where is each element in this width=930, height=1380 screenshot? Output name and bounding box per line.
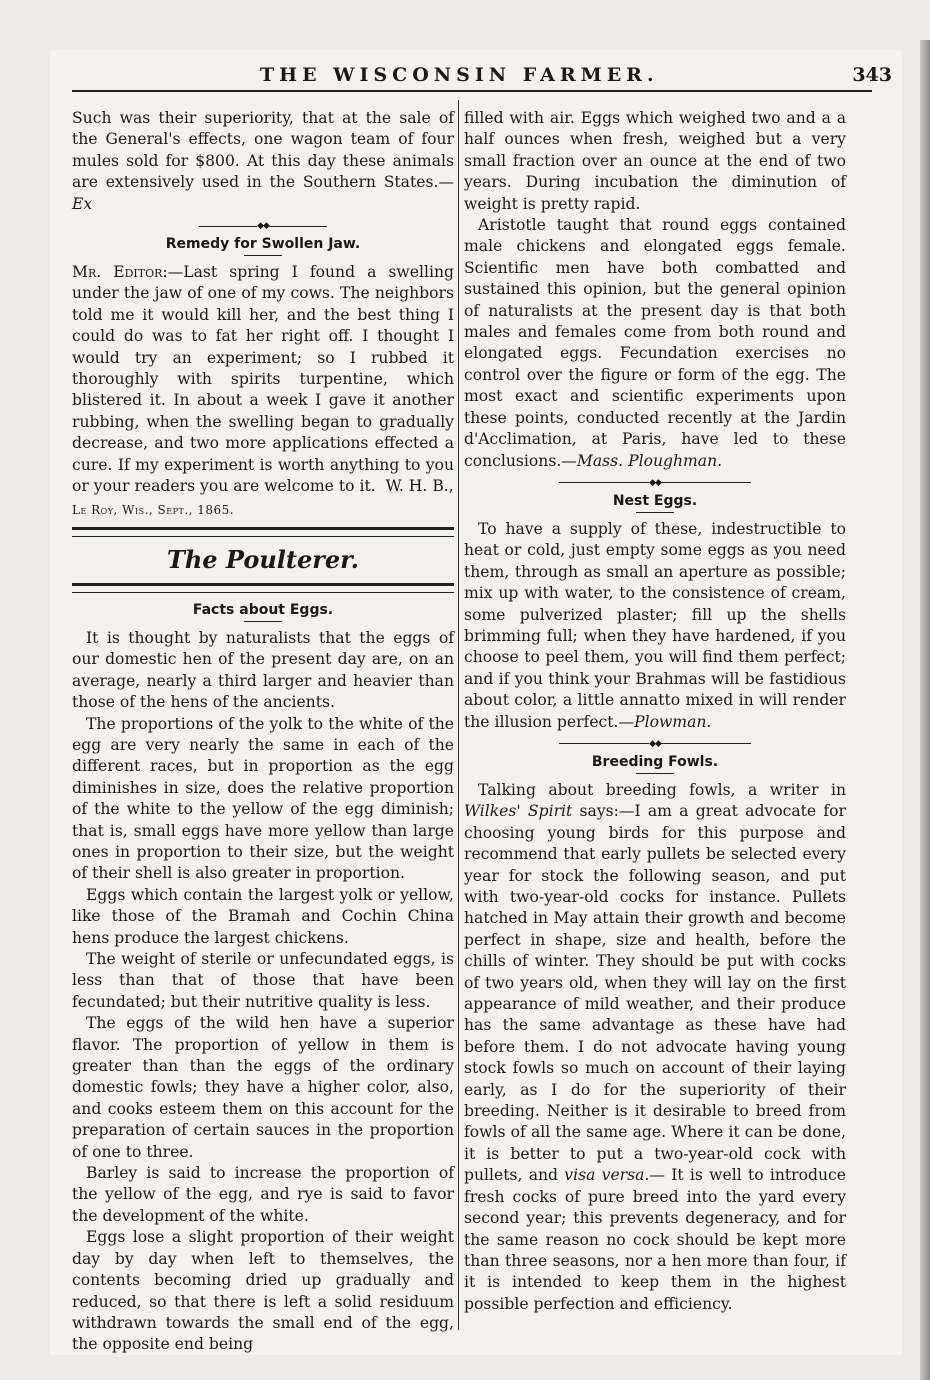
left-column (72, 108, 454, 1356)
breeding-body-1: says:—I am a great advocate for choosing young birds for this purpose and recommend that early pullets be selected every year for stock the following season, and put with two-year-old cocks for instance. Pullets hatched in May attain their growth and become perfect in shape, size and health, before the chills of winter. They should be put with cocks of two years old, when they will lay on the first appearance of mild weather, and their produce has the same advantage as these have had before them. I do not advocate having young stock fowls so much on account of their laying early, as I do for the superiority of their breeding. Neither is it desirable to breed from fowls of all the same age. Where it can be done, it is better to put a two-year-old cock with pullets, and (464, 802, 847, 1185)
column-divider (458, 100, 459, 1330)
remedy-body: :—Last spring I found a swelling under the jaw of one of my cows. The neighbors told me it would kill her, and the best thing I could do was to fat her right off. I thought I would try an experiment; so I rubbed it thoroughly with spirits turpentine, which blistered it. In about a week I gave it another rubbing, when the swelling began to gradually decrease, and two more applications effected a cure. If my experiment is worth anything to you or your readers you are welcome to it. (72, 263, 454, 496)
facts-paragraph-1: It is thought by naturalists that the eggs of our domestic hen of the present day are, on an average, nearly a third larger and heavier than those of the hens of the ancients. (72, 628, 454, 712)
breeding-heading: Breeding Fowls. (591, 753, 719, 770)
header-rule (72, 90, 872, 92)
facts-paragraph-2: The proportions of the yolk to the white of the egg are very nearly the same in each of the different races, but in proportion as the egg diminishes in size, does the relative proportion of the white to the yellow of the egg diminish; that is, small eggs have more yellow than large ones in proportion to their size, but the weight of their shell is also greater in proportion. (72, 714, 454, 883)
facts-paragraph-4: The weight of sterile or unfecundated eggs, is less than that of those that have been fecundated; but their nutritive quality is less. (72, 950, 454, 1011)
section-rule-top (72, 527, 454, 537)
aristotle-source: Mass. Ploughman. (576, 451, 723, 470)
department-title: The Poulterer. (167, 544, 359, 574)
salutation: Mr. Editor (72, 263, 163, 282)
aristotle-paragraph (464, 215, 846, 472)
breeding-latin: visa versa. (564, 1166, 650, 1185)
short-rule (244, 255, 282, 256)
facts-paragraph-7: Eggs lose a slight proportion of their weight day by day when left to themselves, the contents becoming dried up gradually and reduced, so that there is left a solid residuum withdrawn towards the small end of the egg, the opposite end being (72, 1228, 454, 1354)
facts-paragraph-3: Eggs which contain the largest yolk or yellow, like those of the Bramah and Cochin China hens produce the largest chickens. (72, 885, 454, 947)
breeding-paragraph (464, 780, 846, 1315)
breeding-lead: Talking about breeding fowls, a writer in (478, 780, 846, 799)
short-rule (636, 512, 674, 513)
ornament-divider: ◆◆ (464, 739, 846, 749)
ornament-divider: ◆◆ (72, 221, 454, 231)
intro-paragraph (72, 108, 454, 215)
intro-text: Such was their superiority, that at the sale of the General's effects, one wagon team of four mules sold for $800. At this day these animals are extensively used in the Southern States.— (72, 109, 454, 192)
nest-paragraph (464, 519, 846, 733)
facts-paragraph-5: The eggs of the wild hen have a superior flavor. The proportion of yellow in them is greater than than the eggs of the ordinary domestic fowls; they have a higher color, also, and cooks esteem them on this account for the preparation of certain sauces in the proportion of one to three. (72, 1014, 454, 1161)
facts-paragraph-6: Barley is said to increase the proportion of the yellow of the egg, and rye is said to favor the development of the white. (72, 1164, 454, 1225)
section-rule-bottom (72, 583, 454, 593)
short-rule (244, 621, 282, 622)
remedy-signature: W. H. B., (385, 477, 454, 496)
remedy-place: Le Roy, Wis., Sept., 1865. (72, 502, 235, 517)
nest-heading: Nest Eggs. (612, 492, 698, 509)
ornament-divider: ◆◆ (464, 478, 846, 488)
breeding-body-2: — It is well to introduce fresh cocks of pure breed into the yard every second year; this prevents degeneracy, and for the same reason no cock should be kept more than three seasons, nor a hen more than four, if it is intended to keep them in the highest possible perfection and efficiency. (464, 1166, 846, 1313)
remedy-paragraph (72, 262, 454, 497)
running-title: THE WISCONSIN FARMER. (260, 64, 659, 86)
page-header (50, 60, 902, 90)
nest-source: Plowman. (634, 712, 712, 731)
facts-continued: filled with air. Eggs which weighed two and a a half ounces when fresh, weighed but a very small fraction over an ounce at the end of two years. During incubation the diminution of weight is pretty rapid. (464, 109, 846, 213)
book-edge (920, 40, 930, 1380)
remedy-heading: Remedy for Swollen Jaw. (165, 236, 361, 253)
newspaper-page (50, 50, 902, 1355)
intro-source: Ex (72, 194, 93, 213)
facts-heading: Facts about Eggs. (192, 601, 334, 618)
nest-text: To have a supply of these, indestructible to heat or cold, just empty some eggs as you need them, through as small an aperture as possible; mix up with water, to the consistence of cream, some pulverized plaster; fill up the shells brimming full; when they have hardened, if you choose to peel them, you will find them perfect; and if you think your Brahmas will be fastidious about color, a little annatto mixed in will render the illusion perfect.— (464, 519, 846, 731)
right-column (464, 108, 846, 1315)
aristotle-text: Aristotle taught that round eggs contained male chickens and elongated eggs female. Scientific men have both combatted and sustained this opinion, but the general opinion of naturalists at the present day is that both males and females come from both round and elongated eggs. Fecundation exercises no control over the figure or form of the egg. The most exact and scientific experiments upon these points, conducted recently at the Jardin d'Acclimation, at Paris, have led to these conclusions.— (464, 216, 846, 470)
breeding-periodical: Wilkes' Spirit (464, 802, 573, 821)
page-number: 343 (852, 64, 892, 86)
short-rule (636, 773, 674, 774)
